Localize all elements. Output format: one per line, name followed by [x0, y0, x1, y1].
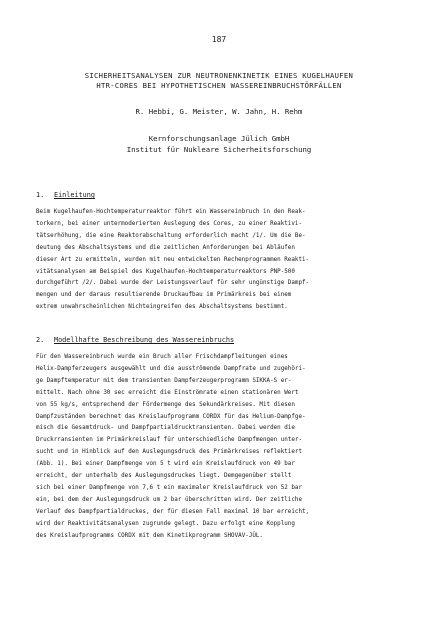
- text-line: torkern, bei einer untermoderierten Auslegung des Cores, zu einer Reaktivi-: [36, 220, 302, 227]
- section-number: 1.: [36, 191, 45, 199]
- section-title: Modellhafte Beschreibung des Wassereinbruchs: [54, 336, 235, 344]
- affiliation-line-2: Institut für Nukleare Sicherheitsforschung: [126, 144, 312, 154]
- title-line-1: SICHERHEITSANALYSEN ZUR NEUTRONENKINETIK EINES KUGELHAUFEN: [84, 71, 354, 80]
- section-number: 2.: [36, 336, 45, 344]
- affiliation: [0, 134, 438, 155]
- text-line: dieser Art zu ermitteln, wurden mit neu entwickelten Rechenprogrammen Reakti-: [36, 256, 310, 263]
- text-line: vitätsanalysen am Beispiel des Kugelhaufen-Hochtemperaturreaktors PNP-500: [36, 268, 295, 275]
- text-line: Druckrransienten im Primärkreislauf für unterschiedliche Dampfmengen unter-: [36, 437, 302, 444]
- text-line: mengen und der daraus resultierende Druckaufbau im Primärkreis bei einem: [36, 292, 292, 299]
- section-1-body: [36, 207, 402, 314]
- text-line: misch die Gesamtdruck- und Dampfpartialdrucktransienten. Dabei werden die: [36, 425, 295, 432]
- text-line: Verlauf des Dampfpartialdruckes, der für diesen Fall maximal 10 bar erreicht,: [36, 508, 310, 515]
- section-heading-1: [36, 191, 95, 199]
- title-line-2: HTR-CORES BEI HYPOTHETISCHEN WASSEREINBRUCHSTÖRFÄLLEN: [96, 81, 342, 90]
- text-line: Für den Wassereinbruch wurde ein Bruch aller Frischdampfleitungen eines: [36, 354, 288, 360]
- section-heading-2: [36, 336, 234, 344]
- text-line: sucht und in Hinblick auf den Auslegungsdruck des Primärkreises reflektiert: [36, 449, 302, 456]
- text-line: ein, bei dem der Auslegungsdruck um 2 bar überschritten wird. Der zeitliche: [36, 496, 302, 503]
- paper-title: [0, 71, 438, 91]
- section-title: Einleitung: [54, 191, 95, 199]
- text-line: des Kreislaufprogramms CORDX mit dem Kinetikprogramm SHOVAV-JÜL.: [36, 532, 263, 539]
- text-line: tätserhöhung, die eine Reaktorabschaltung erforderlich macht /1/. Um die Be-: [36, 232, 306, 239]
- author-list: R. Hebbi, G. Meister, W. Jahn, H. Rehm: [135, 107, 303, 116]
- text-line: Beim Kugelhaufen-Hochtemperaturreaktor führt ein Wassereinbruch in den Reak-: [36, 209, 306, 215]
- text-line: deutung des Abschaltsystems und die zeitlichen Anforderungen bei Abläufen: [36, 244, 295, 251]
- page-number: 187: [211, 35, 227, 44]
- text-line: wird der Reaktivitätsanalysen zugrunde gelegt. Dazu erfolgt eine Kopplung: [36, 520, 295, 527]
- text-line: (Abb. 1). Bei einer Dampfmenge von 5 t wird ein Kreislaufdruck von 49 bar: [36, 461, 295, 468]
- text-line: ge Dampftemperatur mit dem transienten Dampferzeugerprogramm SIKKA-S er-: [36, 377, 292, 384]
- text-line: mittelt. Nach ohne 30 sec erreicht die Einströmrate einen stationären Wert: [36, 389, 299, 396]
- text-line: von 55 kg/s, entsprechend der Fördermenge des Sekundärkreises. Mit diesen: [36, 401, 295, 408]
- text-line: sich bei einer Dampfmenge von 7,6 t ein maximaler Kreislaufdruck von 52 bar: [36, 484, 302, 491]
- affiliation-line-1: Kernforschungsanlage Jülich GmbH: [148, 134, 290, 143]
- text-line: erreicht, der unterhalb des Auslegungsdruckes liegt. Demgegenüber stellt: [36, 473, 292, 480]
- text-line: extrem unwahrscheinlichen Nichteingreifen des Abschaltsystems bestimmt.: [36, 304, 288, 311]
- text-line: Helix-Dampferzeugers ausgewählt und die ausströmende Dampfrate und zugehöri-: [36, 365, 306, 372]
- text-line: durchgeführt /2/. Dabei wurde der Leistungsverlauf für sehr ungünstige Dampf-: [36, 280, 310, 287]
- text-line: Dampfzuständen berechnet das Kreislaufprogramm CORDX für das Helium-Dampfge-: [36, 413, 306, 420]
- section-2-body: [36, 352, 402, 543]
